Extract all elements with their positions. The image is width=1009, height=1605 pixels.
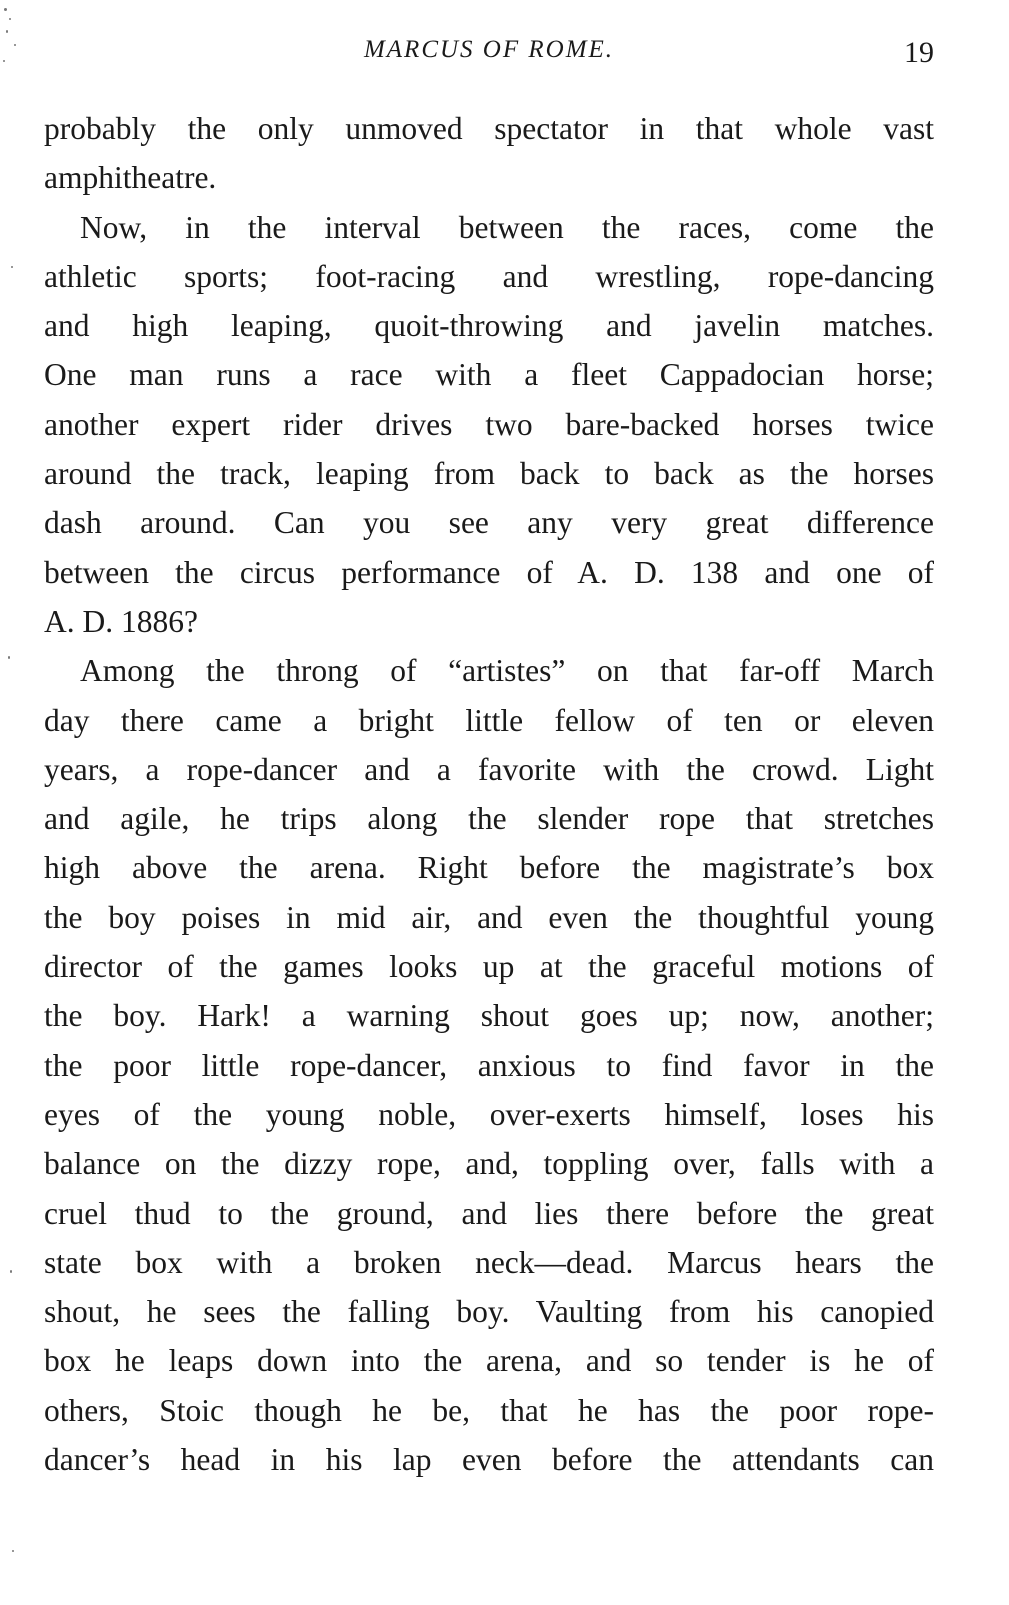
text-line: the poor little rope-dancer, anxious to find favor in the (44, 1047, 934, 1083)
text-line: cruel thud to the ground, and lies there before the great (44, 1195, 934, 1231)
text-line: the boy poises in mid air, and even the thoughtful young (44, 899, 934, 935)
text-line: dash around. Can you see any very great difference (44, 505, 934, 541)
text-line: between the circus performance of A. D. 138 and one of (44, 554, 934, 590)
text-line: Now, in the interval between the races, come the (80, 209, 934, 245)
text-line: the boy. Hark! a warning shout goes up; now, another; (44, 998, 934, 1034)
text-line: One man runs a race with a fleet Cappadocian horse; (44, 357, 934, 393)
text-line: amphitheatre. (44, 160, 217, 196)
text-line: eyes of the young noble, over-exerts himself, loses his (44, 1096, 934, 1132)
text-line: state box with a broken neck—dead. Marcus hears the (44, 1244, 934, 1280)
text-line: and high leaping, quoit-throwing and javelin matches. (44, 308, 934, 344)
text-line: others, Stoic though he be, that he has the poor rope- (44, 1392, 934, 1428)
body-text (44, 104, 934, 1484)
text-line: probably the only unmoved spectator in that whole vast (44, 111, 934, 146)
text-line: athletic sports; foot-racing and wrestling, rope-dancing (44, 258, 934, 294)
paragraph (44, 104, 934, 203)
text-line: high above the arena. Right before the magistrate’s box (44, 850, 934, 886)
text-line: around the track, leaping from back to back as the horses (44, 456, 934, 492)
text-line: years, a rope-dancer and a favorite with the crowd. Light (44, 751, 934, 787)
paragraph (44, 203, 934, 647)
page-header (44, 36, 934, 76)
text-line: box he leaps down into the arena, and so tender is he of (44, 1343, 934, 1379)
text-line: another expert rider drives two bare-backed horses twice (44, 406, 934, 442)
text-line: balance on the dizzy rope, and, toppling over, falls with a (44, 1146, 934, 1182)
page-number: 19 (904, 36, 934, 69)
text-line: Among the throng of “artistes” on that far-off March (80, 653, 934, 689)
paragraph (44, 646, 934, 1484)
text-line: A. D. 1886? (44, 603, 198, 639)
text-line: director of the games looks up at the graceful motions of (44, 949, 934, 985)
text-line: shout, he sees the falling boy. Vaulting from his canopied (44, 1294, 934, 1330)
running-head: MARCUS OF ROME. (363, 36, 615, 63)
page-edge-specks (0, 0, 40, 1605)
text-line: and agile, he trips along the slender rope that stretches (44, 801, 934, 837)
text-line: dancer’s head in his lap even before the attendants can (44, 1442, 934, 1478)
text-line: day there came a bright little fellow of ten or eleven (44, 702, 934, 738)
